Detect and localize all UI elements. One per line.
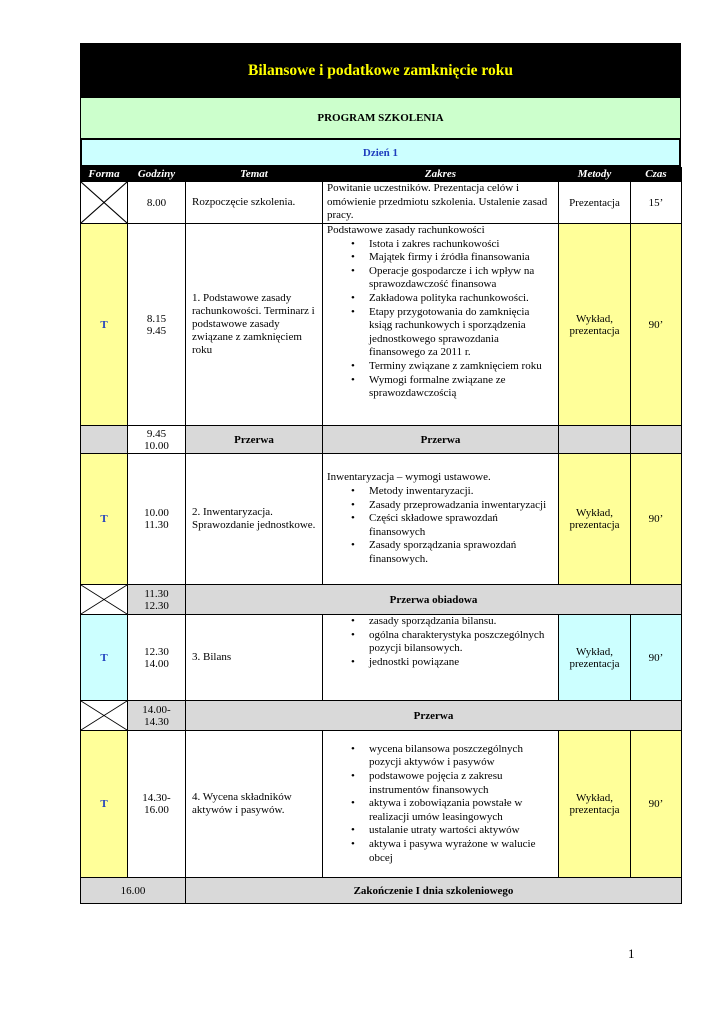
time-end: 10.00: [144, 439, 169, 452]
header-zakres: Zakres: [323, 168, 559, 182]
lunch-break-label: Przerwa obiadowa: [186, 585, 682, 615]
list-item: • wycena bilansowa poszczególnych pozycji aktywów i pasywów: [369, 743, 554, 770]
list-item: • Terminy związane z zamknięciem roku: [369, 360, 554, 374]
table-header: [81, 168, 682, 182]
scope-intro: Inwentaryzacja – wymogi ustawowe.: [327, 471, 491, 484]
list-item: • Zasady sporządzania sprawozdań finansowych.: [369, 539, 554, 566]
scope-list: [327, 485, 554, 567]
list-item: • Operacje gospodarcze i ich wpływ na sprawozdawczość finansowa: [369, 265, 554, 292]
scope-cell: Przerwa: [323, 426, 559, 454]
crossed-cell: [81, 585, 128, 615]
list-item: • Etapy przygotowania do zamknięcia ksiąg rachunkowych i sporządzenia jednostkowego sprawozdania finansowego za 2011 r.: [369, 306, 554, 360]
duration-cell: 90’: [631, 731, 682, 878]
method-cell: Wykład, prezentacja: [559, 731, 631, 878]
form-cell: T: [81, 731, 128, 878]
time-start: 12.30: [144, 645, 169, 658]
list-item: • aktywa i pasywa wyrażone w walucie obcej: [369, 838, 554, 865]
crossed-cell: [81, 701, 128, 731]
list-item: • zasady sporządzania bilansu.: [369, 615, 554, 629]
topic-cell: Przerwa: [186, 426, 323, 454]
form-cell: T: [81, 454, 128, 585]
topic-cell: 2. Inwentaryzacja. Sprawozdanie jednostkowe.: [186, 454, 323, 585]
form-cell: T: [81, 615, 128, 701]
day-heading: Dzień 1: [80, 139, 681, 167]
form-cell: [81, 426, 128, 454]
list-item: • Majątek firmy i źródła finansowania: [369, 251, 554, 265]
list-item: • podstawowe pojęcia z zakresu instrumentów finansowych: [369, 770, 554, 797]
time-cell: 8.00: [128, 182, 186, 224]
header-godziny: Godziny: [128, 168, 186, 182]
table-row: [81, 426, 682, 454]
topic-cell: 4. Wycena składników aktywów i pasywów.: [186, 731, 323, 878]
table-row: [81, 878, 682, 904]
time-start: 14.30-: [142, 792, 171, 804]
scope-cell: [323, 731, 559, 878]
form-cell: T: [81, 224, 128, 426]
scope-list: [327, 615, 554, 669]
header-temat: Temat: [186, 168, 323, 182]
scope-cell: [323, 224, 559, 426]
table-row: [81, 182, 682, 224]
day-end-label: Zakończenie I dnia szkoleniowego: [186, 878, 682, 904]
schedule-table: [80, 167, 682, 904]
list-item: • ogólna charakterystyka poszczególnych pozycji bilansowych.: [369, 629, 554, 656]
duration-cell: [631, 426, 682, 454]
break-label: Przerwa: [186, 701, 682, 731]
method-cell: Wykład, prezentacja: [559, 615, 631, 701]
list-item: • Części składowe sprawozdań finansowych: [369, 512, 554, 539]
page-title: Bilansowe i podatkowe zamknięcie roku: [80, 43, 681, 98]
method-cell: Wykład, prezentacja: [559, 454, 631, 585]
list-item: • Wymogi formalne związane ze sprawozdawczością: [369, 374, 554, 401]
duration-cell: 15’: [631, 182, 682, 224]
method-cell: Wykład, prezentacja: [559, 224, 631, 426]
time-start: 8.15: [146, 312, 167, 325]
list-item: • jednostki powiązane: [369, 656, 554, 670]
program-heading: PROGRAM SZKOLENIA: [80, 98, 681, 139]
table-row: [81, 615, 682, 701]
scope-cell: [323, 454, 559, 585]
method-cell: [559, 426, 631, 454]
list-item: • Istota i zakres rachunkowości: [369, 238, 554, 252]
time-end: 14.00: [144, 657, 169, 670]
time-cell: [128, 615, 186, 701]
table-row: [81, 731, 682, 878]
list-item: • ustalanie utraty wartości aktywów: [369, 824, 554, 838]
table-row: [81, 454, 682, 585]
time-start: 14.00-: [142, 703, 171, 716]
header-czas: Czas: [631, 168, 682, 182]
topic-cell: 3. Bilans: [186, 615, 323, 701]
header-metody: Metody: [559, 168, 631, 182]
time-end: 9.45: [146, 324, 167, 337]
time-end: 14.30: [144, 715, 169, 728]
page-number: 1: [628, 946, 635, 961]
time-cell: [128, 731, 186, 878]
time-start: 11.30: [144, 587, 169, 600]
crossed-cell: [81, 182, 128, 224]
time-cell: [128, 426, 186, 454]
time-end: 16.00: [144, 804, 169, 816]
time-end: 12.30: [144, 599, 169, 612]
time-cell: [128, 585, 186, 615]
list-item: • Zakładowa polityka rachunkowości.: [369, 292, 554, 306]
time-end: 11.30: [144, 519, 169, 531]
end-time-cell: 16.00: [81, 878, 186, 904]
scope-cell: Powitanie uczestników. Prezentacja celów i omówienie przedmiotu szkolenia. Ustalenie zasad pracy.: [323, 182, 559, 224]
scope-list: [327, 743, 554, 865]
time-start: 10.00: [144, 507, 169, 519]
topic-cell: 1. Podstawowe zasady rachunkowości. Terminarz i podstawowe zasady związane z zamknięciem roku: [186, 224, 323, 426]
time-cell: [128, 224, 186, 426]
table-row: [81, 701, 682, 731]
method-cell: Prezentacja: [559, 182, 631, 224]
document: [80, 43, 681, 904]
scope-intro: Podstawowe zasady rachunkowości: [327, 224, 485, 236]
duration-cell: 90’: [631, 224, 682, 426]
table-row: [81, 585, 682, 615]
time-cell: [128, 454, 186, 585]
duration-cell: 90’: [631, 454, 682, 585]
duration-cell: 90’: [631, 615, 682, 701]
list-item: • Zasady przeprowadzania inwentaryzacji: [369, 499, 554, 513]
list-item: • Metody inwentaryzacji.: [369, 485, 554, 499]
topic-cell: Rozpoczęcie szkolenia.: [186, 182, 323, 224]
header-forma: Forma: [81, 168, 128, 182]
time-start: 9.45: [146, 427, 167, 440]
list-item: • aktywa i zobowiązania powstałe w realizacji umów leasingowych: [369, 797, 554, 824]
table-row: [81, 224, 682, 426]
time-cell: [128, 701, 186, 731]
scope-list: [327, 238, 554, 401]
scope-cell: [323, 615, 559, 701]
